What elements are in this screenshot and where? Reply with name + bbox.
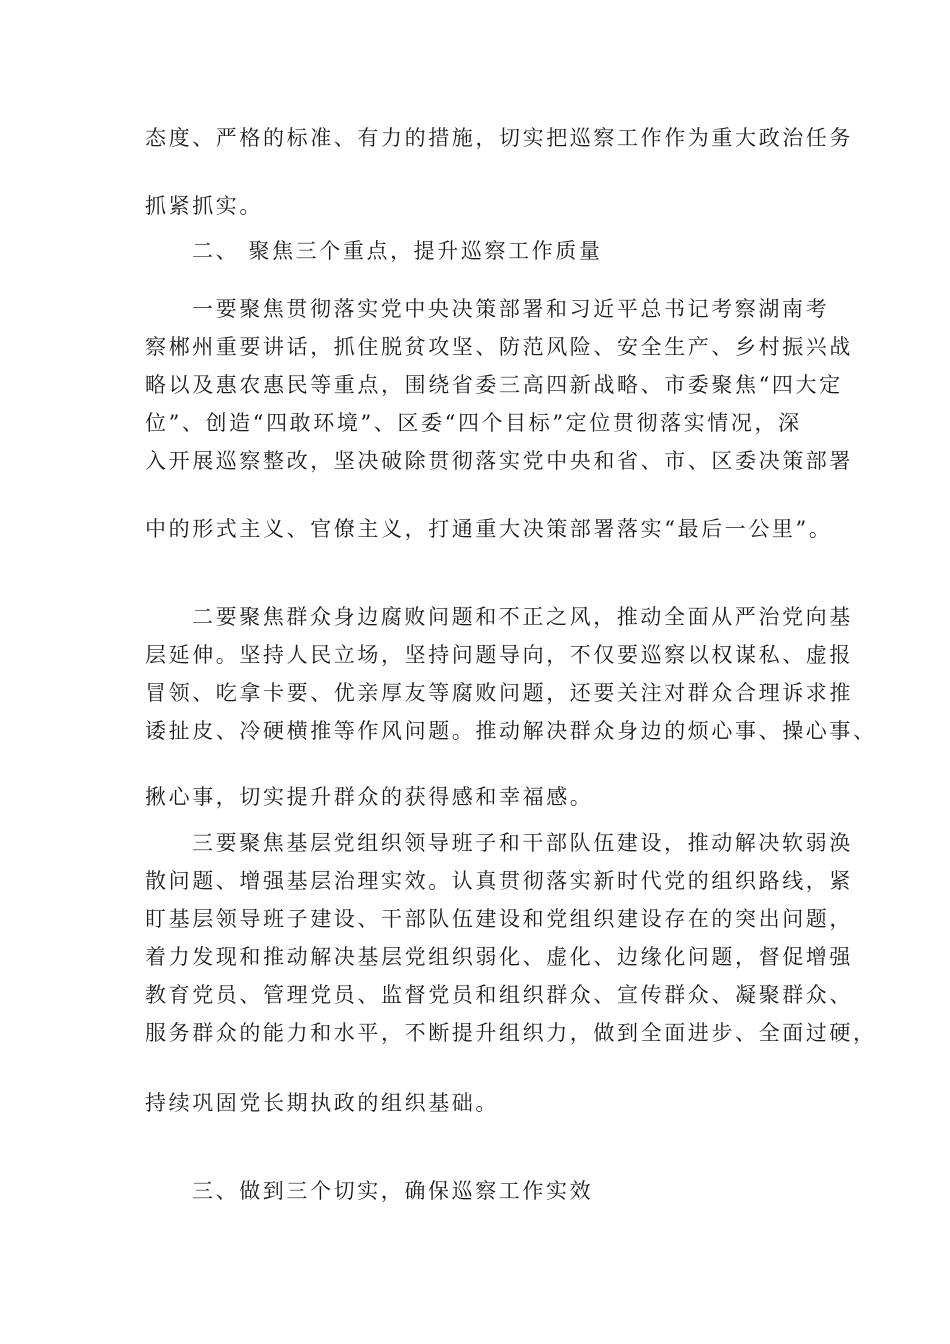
text-line: 入开展巡察整改，坚决破除贯彻落实党中央和省、市、区委决策部署 [145, 449, 853, 473]
text-line: 持续巩固党长期执政的组织基础。 [145, 1091, 499, 1115]
text-line: 位”、创造“四敢环境”、区委“四个目标”定位贯彻落实情况，深 [145, 411, 802, 435]
text-line: 教育党员、管理党员、监督党员和组织群众、宣传群众、凝聚群众、 [145, 983, 853, 1007]
text-line: 层延伸。坚持人民立场，坚持问题导向，不仅要巡察以权谋私、虚报 [145, 643, 853, 667]
text-line: 抓紧抓实。 [145, 194, 263, 218]
text-line: 诿扯皮、冷硬横推等作风问题。推动解决群众身边的烦心事、操心事、 [145, 719, 877, 743]
text-line: 冒领、吃拿卡要、优亲厚友等腐败问题，还要关注对群众合理诉求推 [145, 681, 853, 705]
section-heading: 二、 聚焦三个重点，提升巡察工作质量 [192, 239, 603, 263]
text-line: 着力发现和推动解决基层党组织弱化、虚化、边缘化问题，督促增强 [145, 945, 853, 969]
text-line: 中的形式主义、官僚主义，打通重大决策部署落实“最后一公里”。 [145, 517, 833, 541]
text-line: 散问题、增强基层治理实效。认真贯彻落实新时代党的组织路线，紧 [145, 869, 853, 893]
text-line: 二要聚焦群众身边腐败问题和不正之风，推动全面从严治党向基 [192, 605, 853, 629]
text-line: 揪心事，切实提升群众的获得感和幸福感。 [145, 785, 594, 809]
text-line: 态度、严格的标准、有力的措施，切实把巡察工作作为重大政治任务 [145, 126, 853, 150]
text-line: 三要聚焦基层党组织领导班子和干部队伍建设，推动解决软弱涣 [192, 831, 853, 855]
text-line: 略以及惠农惠民等重点，围绕省委三高四新战略、市委聚焦“四大定 [145, 373, 843, 397]
text-line: 察郴州重要讲话，抓住脱贫攻坚、防范风险、安全生产、乡村振兴战 [145, 335, 853, 359]
text-line: 一要聚焦贯彻落实党中央决策部署和习近平总书记考察湖南考 [192, 297, 830, 321]
text-line: 盯基层领导班子建设、干部队伍建设和党组织建设存在的突出问题， [145, 907, 853, 931]
text-line: 服务群众的能力和水平，不断提升组织力，做到全面进步、全面过硬， [145, 1021, 877, 1045]
section-heading: 三、做到三个切实，确保巡察工作实效 [192, 1179, 594, 1203]
